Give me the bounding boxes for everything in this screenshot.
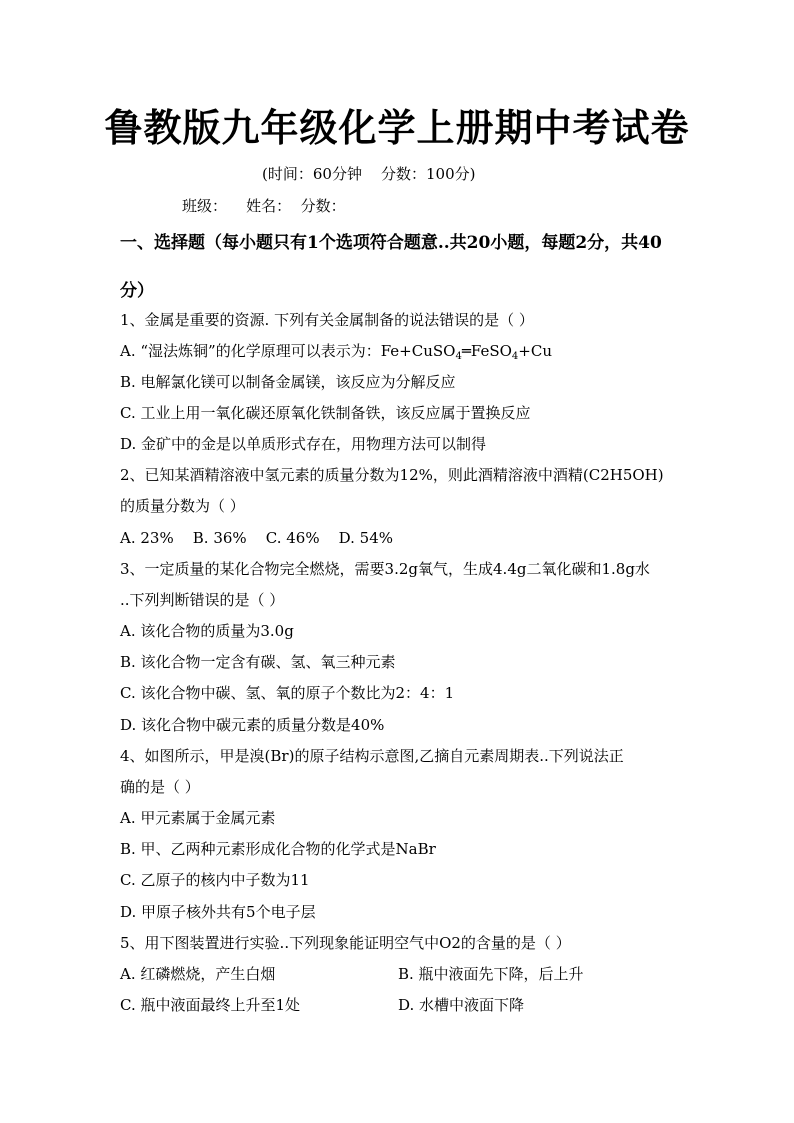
question-3-stem-line-1: 3、一定质量的某化合物完全燃烧，需要3.2g氧气，生成4.4g二氧化碳和1.8g水: [120, 560, 650, 578]
question-3-option-a: A. 该化合物的质量为3.0g: [120, 622, 294, 640]
question-5-option-a: A. 红磷燃烧，产生白烟: [120, 965, 276, 983]
exam-time-score: (时间：60分钟 分数：100分): [262, 165, 476, 183]
question-4-option-b: B. 甲、乙两种元素形成化合物的化学式是NaBr: [120, 840, 436, 858]
student-info-fields: 班级： 姓名： 分数：: [182, 197, 346, 215]
question-4-option-a: A. 甲元素属于金属元素: [120, 809, 276, 827]
question-1-option-a: [120, 340, 552, 362]
question-3-option-b: B. 该化合物一定含有碳、氢、氧三种元素: [120, 653, 396, 671]
question-1-option-c: C. 工业上用一氧化碳还原氧化铁制备铁，该反应属于置换反应: [120, 404, 531, 422]
question-1-option-b: B. 电解氯化镁可以制备金属镁，该反应为分解反应: [120, 373, 456, 391]
q1a-text-mid: ═FeSO: [461, 342, 512, 360]
q1a-subscript-1: 4: [455, 351, 462, 362]
section-heading: 一、选择题（每小题只有1个选项符合题意..共20小题，每题2分，共40分）: [120, 233, 662, 301]
q1a-text-pre: A. “湿法炼铜”的化学原理可以表示为：Fe+CuSO: [120, 342, 456, 360]
question-3-option-c: C. 该化合物中碳、氢、氧的原子个数比为2：4：1: [120, 684, 455, 702]
question-2-options: A. 23% B. 36% C. 46% D. 54%: [120, 529, 394, 547]
question-3-stem-line-2: ..下列判断错误的是（ ）: [120, 591, 285, 609]
question-5-option-c: C. 瓶中液面最终上升至1处: [120, 996, 301, 1014]
question-4-option-d: D. 甲原子核外共有5个电子层: [120, 903, 316, 921]
q1a-subscript-2: 4: [511, 351, 519, 362]
question-2-stem-line-1: 2、已知某酒精溶液中氢元素的质量分数为12%，则此酒精溶液中酒精(C2H5OH): [120, 466, 664, 484]
question-4-stem-line-2: 确的是（ ）: [120, 778, 200, 796]
question-4-option-c: C. 乙原子的核内中子数为11: [120, 871, 310, 889]
question-3-option-d: D. 该化合物中碳元素的质量分数是40%: [120, 716, 385, 734]
question-1-stem: 1、金属是重要的资源. 下列有关金属制备的说法错误的是（ ）: [120, 311, 534, 329]
question-5-option-d: D. 水槽中液面下降: [398, 996, 525, 1014]
question-4-stem-line-1: 4、如图所示，甲是溴(Br)的原子结构示意图,乙摘自元素周期表..下列说法正: [120, 747, 624, 765]
page-title: 鲁教版九年级化学上册期中考试卷: [104, 105, 690, 150]
question-5-option-b: B. 瓶中液面先下降，后上升: [398, 965, 584, 983]
q1a-text-post: +Cu: [518, 342, 552, 360]
question-5-stem: 5、用下图装置进行实验..下列现象能证明空气中O2的含量的是（ ）: [120, 934, 571, 952]
question-2-stem-line-2: 的质量分数为（ ）: [120, 497, 245, 515]
question-1-option-d: D. 金矿中的金是以单质形式存在，用物理方法可以制得: [120, 435, 487, 453]
